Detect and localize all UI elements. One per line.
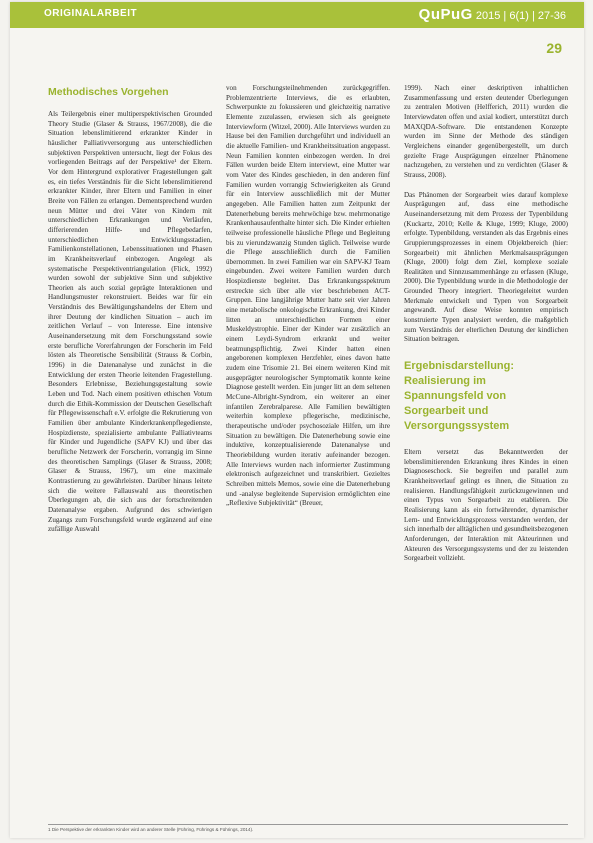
header-bar: [10, 2, 584, 28]
footnote: 1 Die Perspektive der erkrankten Kinder wird an anderer Stelle (Führing, Führings & Führings, 2014).: [48, 824, 568, 832]
journal-citation: 2015 | 6(1) | 27-36: [475, 10, 566, 22]
paragraph-results: Eltern versetzt das Bekanntwerden der lebenslimitierenden Erkrankung ihres Kindes in einen Diagnoseschock. Sie begreifen und parallel zum Krankheitsverlauf gelingt es ihnen, die Situation zu realisieren. Handlungsfähigkeit zurückzugewinnen und einen Typus von Sorgearbeit zu etablieren. Die Realisierung kann als ein fortwährender, dynamischer Lern- und Entwicklungsprozess verstanden werden, der sich innerhalb der alltäglichen und gesundheitsbezogenen Anforderungen, der Interaktion mit Akteurinnen und Akteuren des Versorgungssystems und der zu leistenden Sorgearbeit vollzieht.: [404, 448, 568, 563]
paragraph-analysis: 1999). Nach einer deskriptiven inhaltlichen Zusammenfassung und ersten deutender Überlegungen zu zentralen Motiven (Helfferich, 2011) wurden die Interviewdaten offen und axial kodiert, unterstützt durch MAXQDA-Software. Die entstandenen Konzepte wurden im Sinne der Methode des ständigen Vergleichens einander gegenübergestellt, um durch gezielte Frage Ausprägungen einzelner Phänomene nachzugehen, zu verstehen und zu verdichten (Glaser & Strauss, 2008).: [404, 84, 568, 179]
journal-info: [419, 6, 566, 23]
section-label: ORIGINALARBEIT: [44, 8, 138, 19]
page-number: 29: [546, 40, 562, 56]
text-column-1: [48, 84, 212, 824]
text-column-2: [226, 84, 390, 832]
article-page: [10, 2, 584, 838]
text-column-3: [404, 84, 568, 832]
journal-brand: QuPuG: [418, 6, 473, 23]
paragraph-typology: Das Phänomen der Sorgearbeit wies darauf komplexe Ausprägungen auf, dass eine methodische Auseinandersetzung mit dem Prozess der Typenbildung (Kuckartz, 2010; Kelle & Kluge, 1999; Kluge, 2000) erfolgte. Typenbildung, verstanden als das Ergebnis eines Gruppierungsprozesses in einem Objektbereich (hier: Sorgearbeit) mit ähnlichen Merkmalsausprägungen (Kluge, 2000) folgt dem Ziel, komplexe soziale Realitäten und Sinnzusammenhänge zu erfassen (Kluge, 2000). Die Typenbildung wurde in die Methodologie der Grounded Theory integriert. Theoriegeleitet wurden Merkmale entwickelt und Typen von Sorgearbeit angewandt. Auf diese Weise konnten empirisch konstruierte Typen analysiert werden, die maßgeblich zum Verständnis der elterlichen Deutung der kindlichen Situation beitragen.: [404, 190, 568, 344]
section-heading-methods: Methodisches Vorgehen: [48, 86, 169, 98]
section-heading-results: Ergebnisdarstellung: Realisierung im Spannungsfeld von Sorgearbeit und Versorgungssystem: [404, 360, 515, 433]
paragraph-methods: Als Teilergebnis einer multiperspektivischen Grounded Theory Studie (Glaser & Strauss, 1967/2008), die die Situation lebenslimitierend erkrankter Kinder in häuslicher Palliativversorgung aus unterschiedlichen subjektiven Perspektiven untersucht, liegt der Fokus des vorliegenden Beitrags auf der Perspektive¹ der Eltern. Vor dem Hintergrund explorativer Fragestellungen galt es, ein tiefes Verständnis für die Sicht lebenslimitierend erkrankter Kinder, ihrer Eltern und Familien in einer Breite von Fällen zu erlangen. Dementsprechend wurden neun Mütter und drei Väter von Kindern mit unterschiedlichen Erkrankungen und Verläufen, differierenden Hilfe- und Pflegebedarfen, unterschiedlichen Entwicklungsstadien, Familienkonstellationen, Lebenssituationen und Phasen im Krankheitsverlauf einbezogen. Angelegt als systematische Perspektiventriangulation (Flick, 1992) wurden sowohl der subjektive Sinn und subjektive Theorien als auch sozial geprägte Interaktionen und Handlungsmuster rekonstruiert. Beides war für ein Verständnis des Bewältigungshandelns der Eltern und ihrer Deutung der kindlichen Situation – auch im zeitlichen Verlauf – von Interesse. Eine intensive Auseinandersetzung mit dem Forschungsstand sowie erste berufliche Vorerfahrungen der Forscherin im Feld lösten als Theoretische Sensibilität (Strauss & Corbin, 1996) in die Datenanalyse und zunächst in die Entwicklung der ersten Theorie leitenden Fragestellung. Besonders Erlebnisse, Beziehungsgestaltung sowie Leben und Tod. Nach einem positiven ethischen Votum durch die Ethik-Kommission der Deutschen Gesellschaft für Pflegewissenschaft e.V. erfolgte die Rekrutierung von Familien über ambulante Kinderkrankenpflegedienste, Hospizdienste, spezialisierte ambulante Palliativteams für Kinder und Jugendliche (SAPV KJ) und über das berufliche Netzwerk der Forscherin, vorrangig im Sinne des theoretischen Samplings (Glaser & Strauss, 2008; Glaser & Strauss, 1967), um eine maximale Kontrastierung zu gewährleisten. Darüber hinaus leitete sich die weitere Fallauswahl aus theoretischen Überlegungen ab, die sich aus der fortschreitenden Datenanalyse ergaben. Aufgrund des schwierigen Zugangs zum Forschungsfeld wurde ergänzend auf eine zufällige Auswahl: [48, 110, 212, 534]
paragraph-interviews: von Forschungsteilnehmenden zurückgegriffen. Problemzentrierte Interviews, die es erlaubten, Schwerpunkte zu fokussieren und gleichzeitig narrative Elemente zuzulassen, erwiesen sich als geeignete Interviewform (Witzel, 2000). Alle Interviews wurden zu Hause bei den Familien durchgeführt und individuell an die aktuelle Familien- und Krankheitssituation angepasst. Neun Familien konnten einbezogen werden. In drei Fällen wurden beide Eltern interviewt, eine Mutter war vom Vater des Kindes geschieden, in den anderen fünf Familien wurden vorrangig Schwierigkeiten als Grund für ein Interview ausschließlich mit der Mutter angegeben. Alle Familien hatten zum Zeitpunkt der Datenerhebung bereits mehrwöchige bzw. mehrmonatige Krankenhausaufenthalte hinter sich. Die Kinder erhielten teilweise professionelle häusliche Pflege und Begleitung bis zu vierundzwanzig Stunden täglich. Teilweise wurde die Pflege ausschließlich durch die Familien übernommen. In zwei Familien war ein SAPV-KJ Team eingebunden. Zwei weitere Familien wurden durch Hospizdienste begleitet. Das Erkrankungsspektrum erstreckte sich über alle vier beschriebenen ACT-Gruppen. Eine langjährige Mutter hatte seit vier Jahren eine metabolische onkologische Erkrankung, drei Kinder litten an unterschiedlichen Formen einer Muskeldystrophie. Einer der Kinder war zusätzlich an einem Leydi-Syndrom erkrankt und weiter beatmungspflichtig. Zwei Kinder hatten einen angeborenen komplexen Herzfehler, eines davon hatte zudem eine Trisomie 21. Bei einem weiteren Kind mit ausgeprägter neurologischer Symptomatik konnte keine Diagnose gestellt werden. Ein junger litt an dem seltenen McCune-Albright-Syndrom, ein weiterer an einer infantilen Zerebralparese. Alle Familien bewältigten weiterhin komplexe pflegerische, medizinische, therapeutische und/oder psychosoziale Hilfen, um ihre Situation zu bewältigen. Die Datenerhebung sowie eine induktive, konzeptualisierende Datenanalyse und Theoriebildung wurden iterativ aufeinander bezogen. Alle Interviews wurden nach informierter Zustimmung elektronisch aufgezeichnet und transkribiert. Gezieltes Schreiben mittels Memos, sowie eine die Datenerhebung und -analyse begleitende Supervision ermöglichten eine „Reflexive Subjektivität“ (Breuer,: [226, 84, 390, 508]
